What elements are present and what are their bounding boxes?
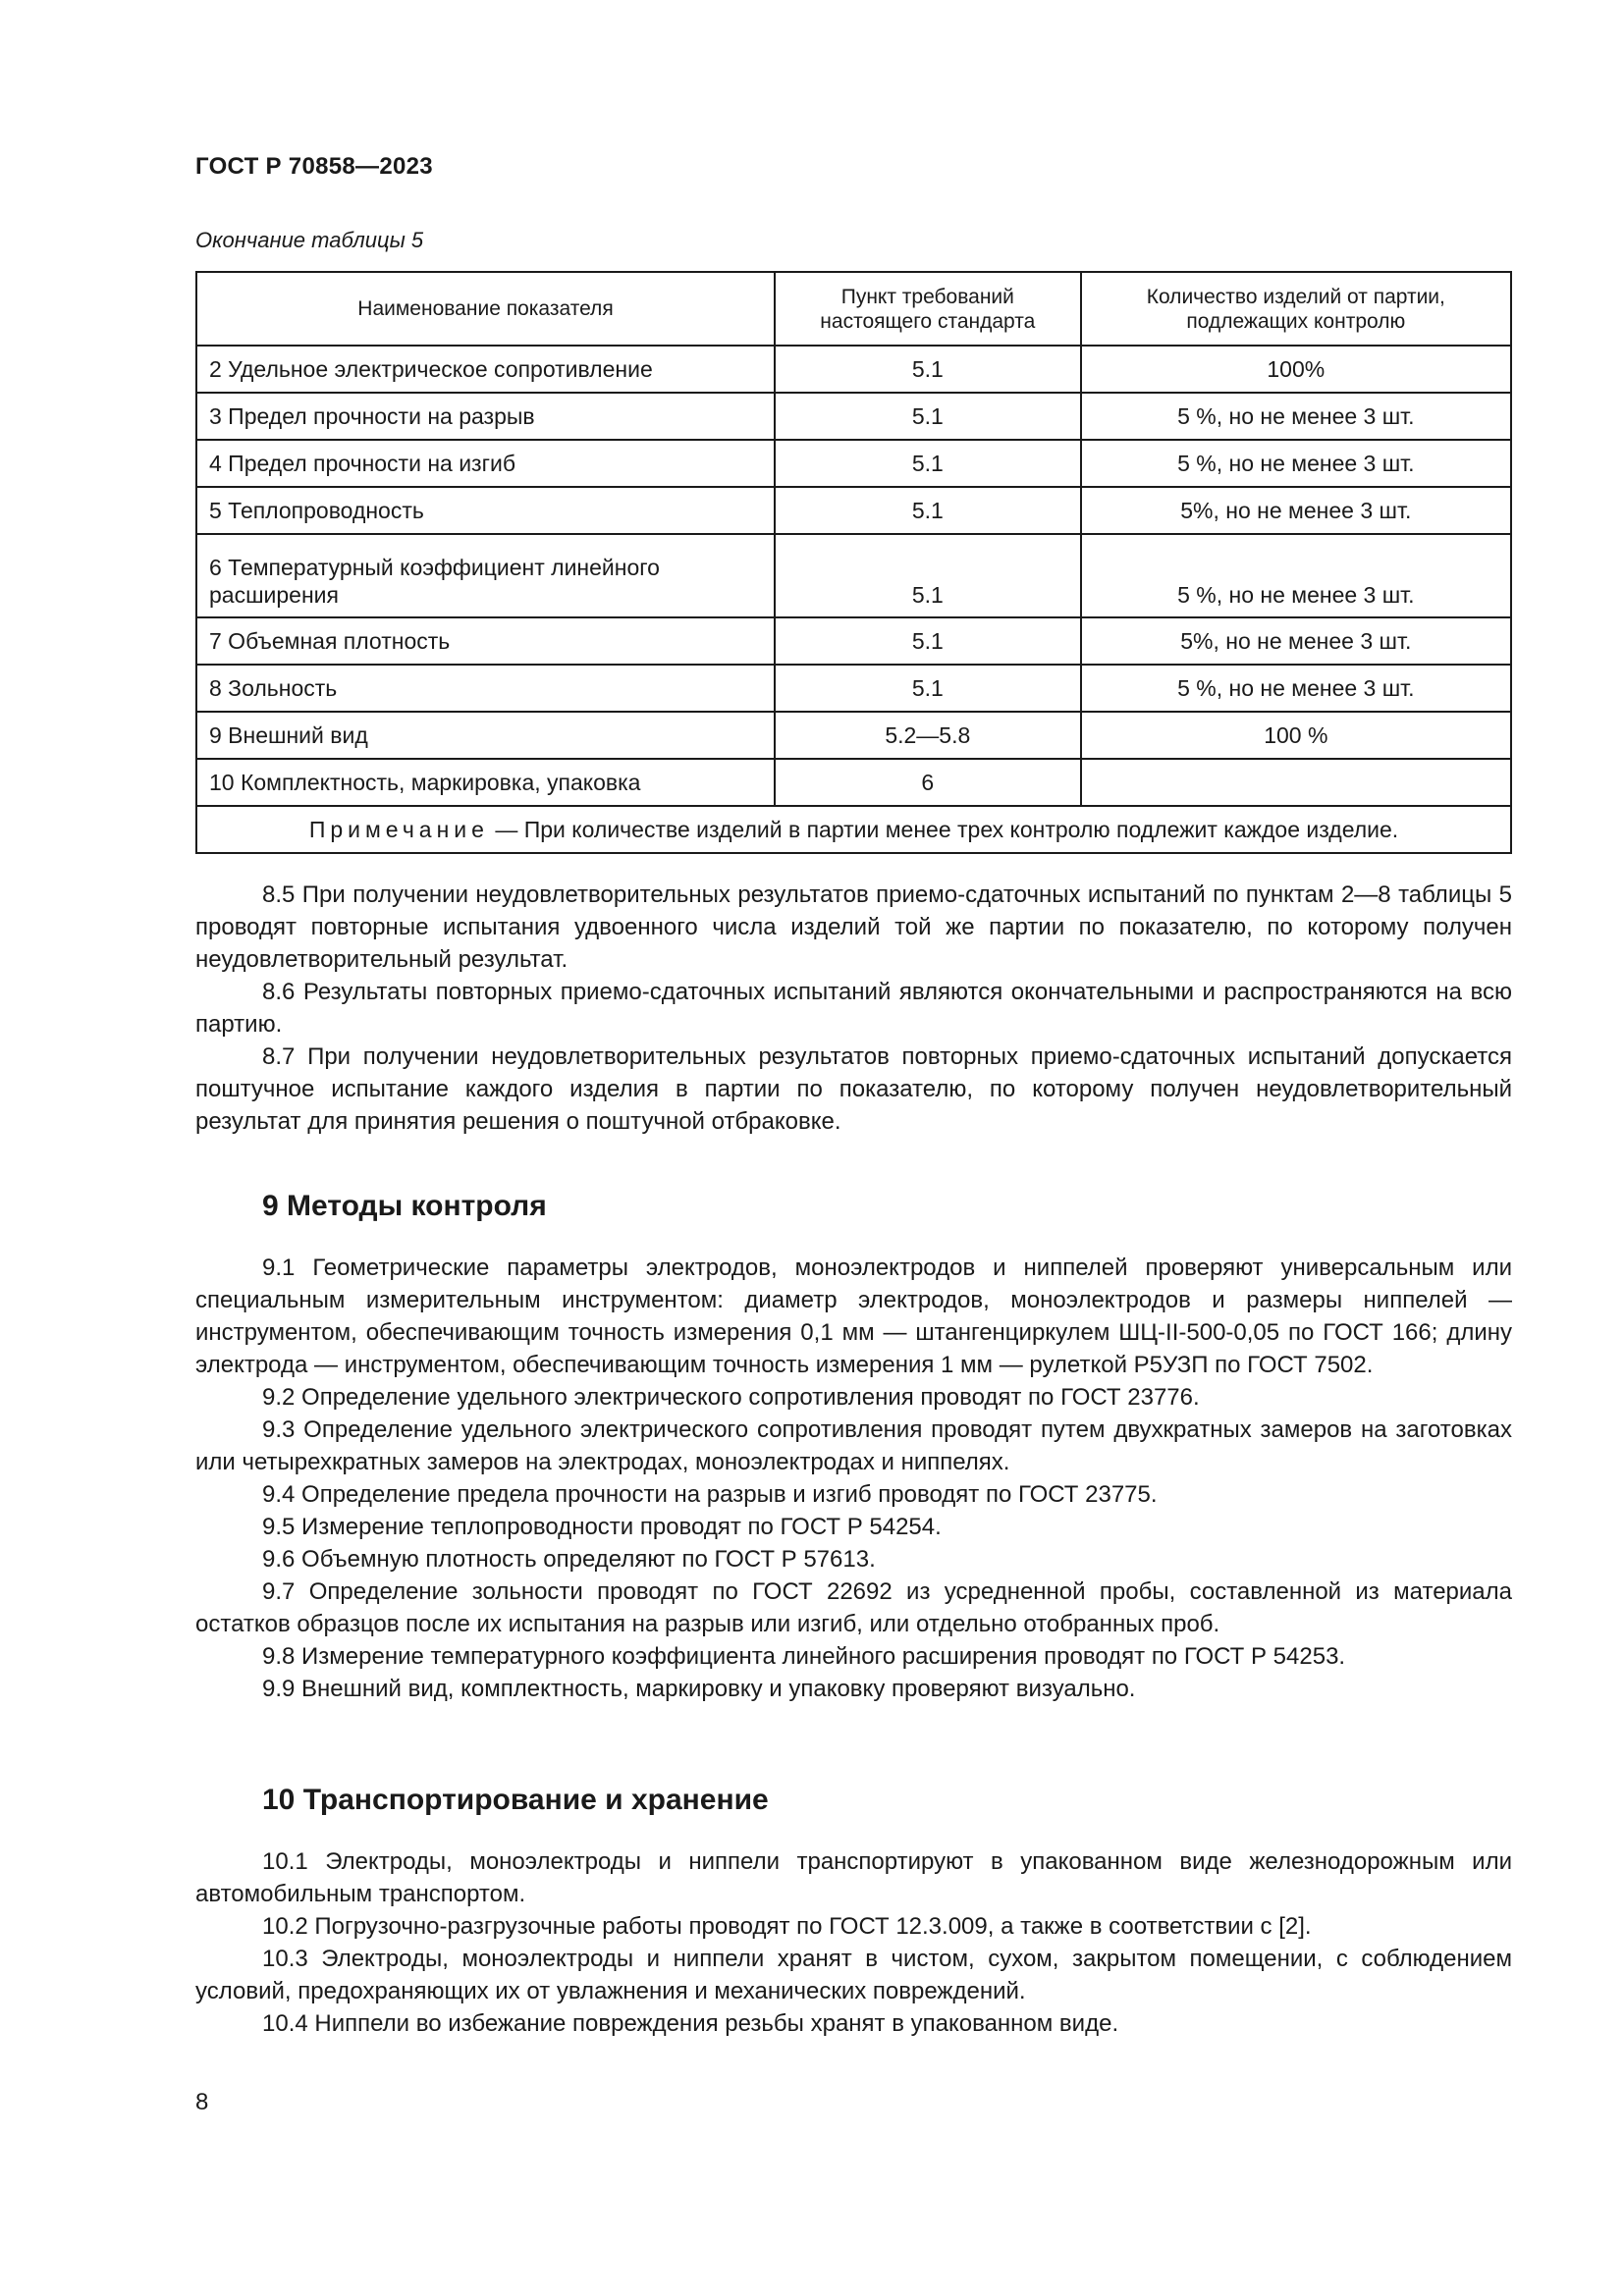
column-header: Пункт требований настоящего стандарта (775, 272, 1081, 346)
table-cell: 5.1 (775, 440, 1081, 487)
paragraph: 8.7 При получении неудовлетворительных результатов повторных приемо-сдаточных испытаний допускается поштучное испытание каждого изделия в партии по показателю, по которому получен неудовлетворительный результат для принятия решения о поштучной отбраковке. (195, 1043, 1512, 1135)
section-10-title: 10 Транспортирование и хранение (262, 1784, 769, 1816)
table-cell: 5%, но не менее 3 шт. (1081, 487, 1511, 534)
table-cell (1081, 759, 1511, 806)
section-9-title: 9 Методы контроля (262, 1190, 547, 1222)
page-number: 8 (195, 2089, 209, 2115)
paragraph: 9.4 Определение предела прочности на разрыв и изгиб проводят по ГОСТ 23775. (262, 1481, 1158, 1508)
note-label: Примечание (308, 816, 489, 842)
table-note (196, 806, 1511, 853)
table-row (196, 346, 1511, 393)
table-row (196, 440, 1511, 487)
table-cell: 100 % (1081, 712, 1511, 759)
paragraph: 8.5 При получении неудовлетворительных результатов приемо-сдаточных испытаний по пунктам 2—8 таблицы 5 проводят повторные испытания удвоенного числа изделий той же партии по показателю, по которому получен неудовлетворительный результат. (195, 881, 1512, 973)
table-header-row (196, 272, 1511, 346)
table-row (196, 665, 1511, 712)
section-10-body (195, 1845, 1512, 2040)
table-cell: 8 Зольность (196, 665, 775, 712)
table-cell: 4 Предел прочности на изгиб (196, 440, 775, 487)
table-cell: 5.1 (775, 487, 1081, 534)
table-cell: 100% (1081, 346, 1511, 393)
paragraph: 9.7 Определение зольности проводят по ГОСТ 22692 из усредненной пробы, составленной из материала остатков образцов после их испытания на разрыв или изгиб, или отдельно отобранных проб. (195, 1578, 1512, 1637)
table-cell: 5 Теплопроводность (196, 487, 775, 534)
paragraph: 9.2 Определение удельного электрического сопротивления проводят по ГОСТ 23776. (262, 1384, 1200, 1411)
column-header: Количество изделий от партии, подлежащих контролю (1081, 272, 1511, 346)
paragraph: 9.3 Определение удельного электрического сопротивления проводят путем двухкратных замеров на заготовках или четырехкратных замеров на электродах, моноэлектродах и ниппелях. (195, 1416, 1512, 1475)
paragraph: 9.6 Объемную плотность определяют по ГОСТ Р 57613. (262, 1546, 876, 1573)
table-row (196, 759, 1511, 806)
table-row (196, 393, 1511, 440)
table-cell: 5.1 (775, 534, 1081, 617)
table-caption: Окончание таблицы 5 (195, 228, 424, 252)
paragraph: 9.5 Измерение теплопроводности проводят по ГОСТ Р 54254. (262, 1514, 942, 1540)
table-row (196, 617, 1511, 665)
table-cell: 5.1 (775, 665, 1081, 712)
table-cell: 5 %, но не менее 3 шт. (1081, 393, 1511, 440)
table-cell: 5 %, но не менее 3 шт. (1081, 440, 1511, 487)
paragraph: 9.8 Измерение температурного коэффициента линейного расширения проводят по ГОСТ Р 54253. (262, 1643, 1346, 1670)
table-cell: 2 Удельное электрическое сопротивление (196, 346, 775, 393)
paragraph: 10.2 Погрузочно-разгрузочные работы проводят по ГОСТ 12.3.009, а также в соответствии с [2]. (262, 1913, 1312, 1940)
table-cell: 7 Объемная плотность (196, 617, 775, 665)
table-note-row (196, 806, 1511, 853)
table-row (196, 487, 1511, 534)
table-cell: 3 Предел прочности на разрыв (196, 393, 775, 440)
paragraph: 10.4 Ниппели во избежание повреждения резьбы хранят в упакованном виде. (262, 2010, 1119, 2037)
column-header: Наименование показателя (196, 272, 775, 346)
paragraph: 10.1 Электроды, моноэлектроды и ниппели транспортируют в упакованном виде железнодорожным или автомобильным транспортом. (195, 1848, 1512, 1907)
table-cell: 5 %, но не менее 3 шт. (1081, 665, 1511, 712)
table-row (196, 712, 1511, 759)
table-cell: 6 (775, 759, 1081, 806)
note-text: — При количестве изделий в партии менее трех контролю подлежит каждое изделие. (488, 816, 1399, 842)
section-9-body (195, 1252, 1512, 1705)
paragraph: 8.6 Результаты повторных приемо-сдаточных испытаний являются окончательными и распространяются на всю партию. (195, 979, 1512, 1038)
table-cell: 5.1 (775, 346, 1081, 393)
paragraph: 10.3 Электроды, моноэлектроды и ниппели хранят в чистом, сухом, закрытом помещении, с соблюдением условий, предохраняющих их от увлажнения и механических повреждений. (195, 1946, 1512, 2004)
table-cell: 6 Температурный коэффициент линейного расширения (196, 534, 775, 617)
table-cell: 5%, но не менее 3 шт. (1081, 617, 1511, 665)
section-8-continuation (195, 879, 1512, 1138)
table-cell: 9 Внешний вид (196, 712, 775, 759)
paragraph: 9.1 Геометрические параметры электродов, моноэлектродов и ниппелей проверяют универсальным или специальным измерительным инструментом: диаметр электродов, моноэлектродов и размеры ниппелей — инструментом, обеспечивающим точность измерения 0,1 мм — штангенциркулем ШЦ-II-500-0,05 по ГОСТ 166; длину электрода — инструментом, обеспечивающим точность измерения 1 мм — рулеткой Р5УЗП по ГОСТ 7502. (195, 1255, 1512, 1378)
indicators-table (195, 271, 1512, 854)
table-cell: 10 Комплектность, маркировка, упаковка (196, 759, 775, 806)
table-cell: 5.2—5.8 (775, 712, 1081, 759)
table-cell: 5.1 (775, 617, 1081, 665)
table-cell: 5.1 (775, 393, 1081, 440)
table-row (196, 534, 1511, 617)
paragraph: 9.9 Внешний вид, комплектность, маркировку и упаковку проверяют визуально. (262, 1676, 1136, 1702)
document-header: ГОСТ Р 70858—2023 (195, 153, 433, 180)
table-cell: 5 %, но не менее 3 шт. (1081, 534, 1511, 617)
